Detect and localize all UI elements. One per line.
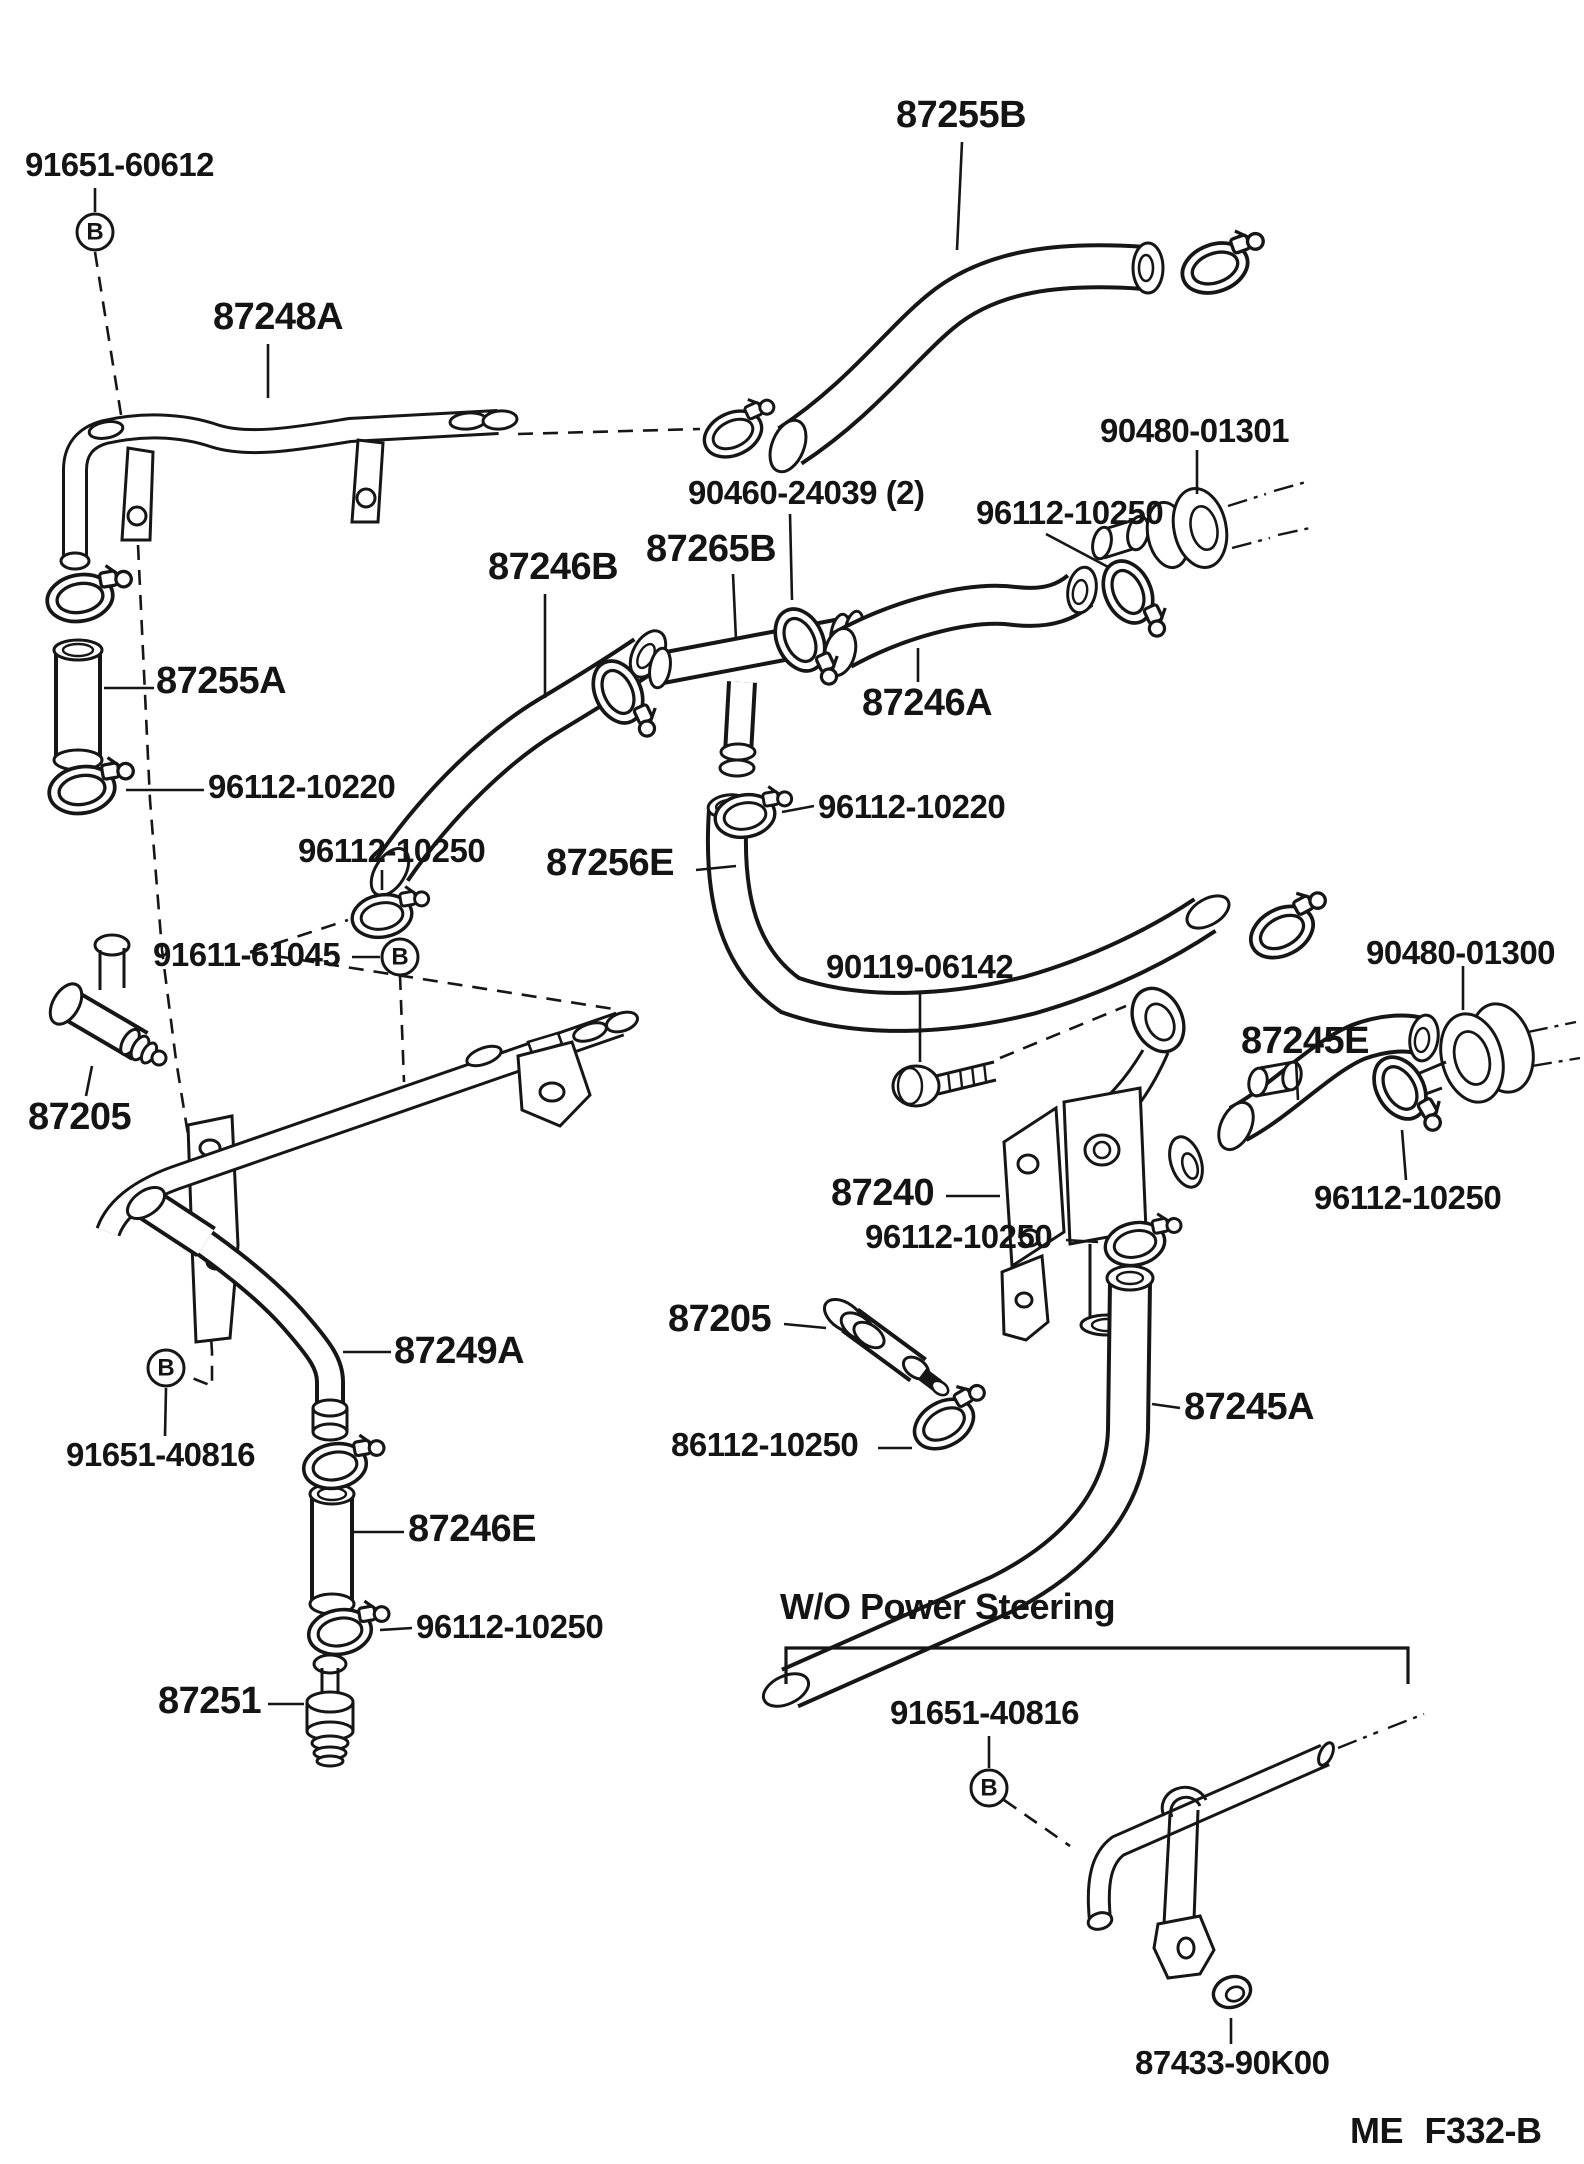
bolt-marker-b-1 [77, 214, 113, 250]
callout-91651-60612: 91651-60612 [25, 146, 215, 183]
clamp-icon [1363, 1046, 1450, 1147]
bolt-marker-letter: B [391, 943, 409, 971]
callout-87245e: 87245E [1241, 1020, 1370, 1062]
callout-87245a: 87245A [1184, 1386, 1315, 1428]
pipe-87248a [61, 410, 518, 569]
pipe-87249-assembly [108, 1008, 640, 1232]
callout-96112-10250-1: 96112-10250 [976, 494, 1164, 531]
callout-90460-24039: 90460-24039 (2) [688, 474, 925, 511]
callout-87433-90k00: 87433-90K00 [1135, 2044, 1330, 2081]
sleeve-87255a [54, 640, 102, 770]
figure-code: ME F332-B [1350, 2110, 1542, 2151]
callout-91651-40816-1: 91651-40816 [66, 1436, 256, 1473]
bolt-marker-b-4 [971, 1770, 1007, 1806]
callout-90119-06142: 90119-06142 [826, 948, 1014, 985]
callout-87251: 87251 [158, 1680, 262, 1722]
bolt-marker-letter: B [86, 218, 104, 246]
section-title-wo-power-steering: W/O Power Steering [780, 1586, 1116, 1627]
callout-87246a: 87246A [862, 682, 993, 724]
callout-96112-10250-5: 96112-10250 [416, 1608, 604, 1645]
callout-96112-10250-2: 96112-10250 [298, 832, 486, 869]
callout-87205-1: 87205 [28, 1096, 132, 1138]
callout-87249a: 87249A [394, 1330, 525, 1372]
bolt-marker-letter: B [980, 1774, 998, 1802]
callout-87265b: 87265B [646, 528, 777, 570]
callout-96112-10250-4: 96112-10250 [1314, 1179, 1502, 1216]
valve-87205 [44, 935, 166, 1066]
bolt-90119-06142 [893, 1062, 996, 1106]
callout-96112-10250-3: 96112-10250 [865, 1218, 1053, 1255]
sleeve-87246e [310, 1484, 354, 1614]
callout-87256e: 87256E [546, 842, 675, 884]
callout-87240: 87240 [831, 1172, 935, 1214]
callout-96112-10220-1: 96112-10220 [208, 768, 396, 805]
pipe-bracket-tab [352, 440, 383, 522]
clamp-icon [1240, 882, 1340, 967]
callout-91651-40816-2: 91651-40816 [890, 1694, 1080, 1731]
callout-87205-2: 87205 [668, 1298, 772, 1340]
bolt-marker-b-2 [382, 939, 418, 975]
callout-87246b: 87246B [488, 546, 619, 588]
callout-96112-10220-2: 96112-10220 [818, 788, 1006, 825]
callout-87246e: 87246E [408, 1508, 537, 1550]
hose-87246a [819, 565, 1099, 679]
wo-ps-pipe-assembly [1086, 1741, 1336, 2013]
water-valve-87240 [1002, 980, 1208, 1340]
callout-87248a: 87248A [213, 296, 344, 338]
fitting-87251 [307, 1655, 353, 1766]
callout-87255b: 87255B [896, 94, 1027, 136]
clamp-icon [904, 1376, 1000, 1459]
clamp-icon [1174, 223, 1275, 302]
clamp-icon [299, 1431, 389, 1493]
callout-87255a: 87255A [156, 660, 287, 702]
bolt-marker-letter: B [157, 1354, 175, 1382]
callout-91611-61045: 91611-61045 [153, 936, 341, 973]
callout-90480-01301: 90480-01301 [1100, 412, 1290, 449]
callout-86112-10250: 86112-10250 [671, 1426, 859, 1463]
fitting-87205-lower [819, 1293, 951, 1398]
clamp-icon [43, 562, 137, 627]
callout-90480-01300: 90480-01300 [1366, 934, 1556, 971]
bolt-marker-b-3 [148, 1350, 184, 1386]
